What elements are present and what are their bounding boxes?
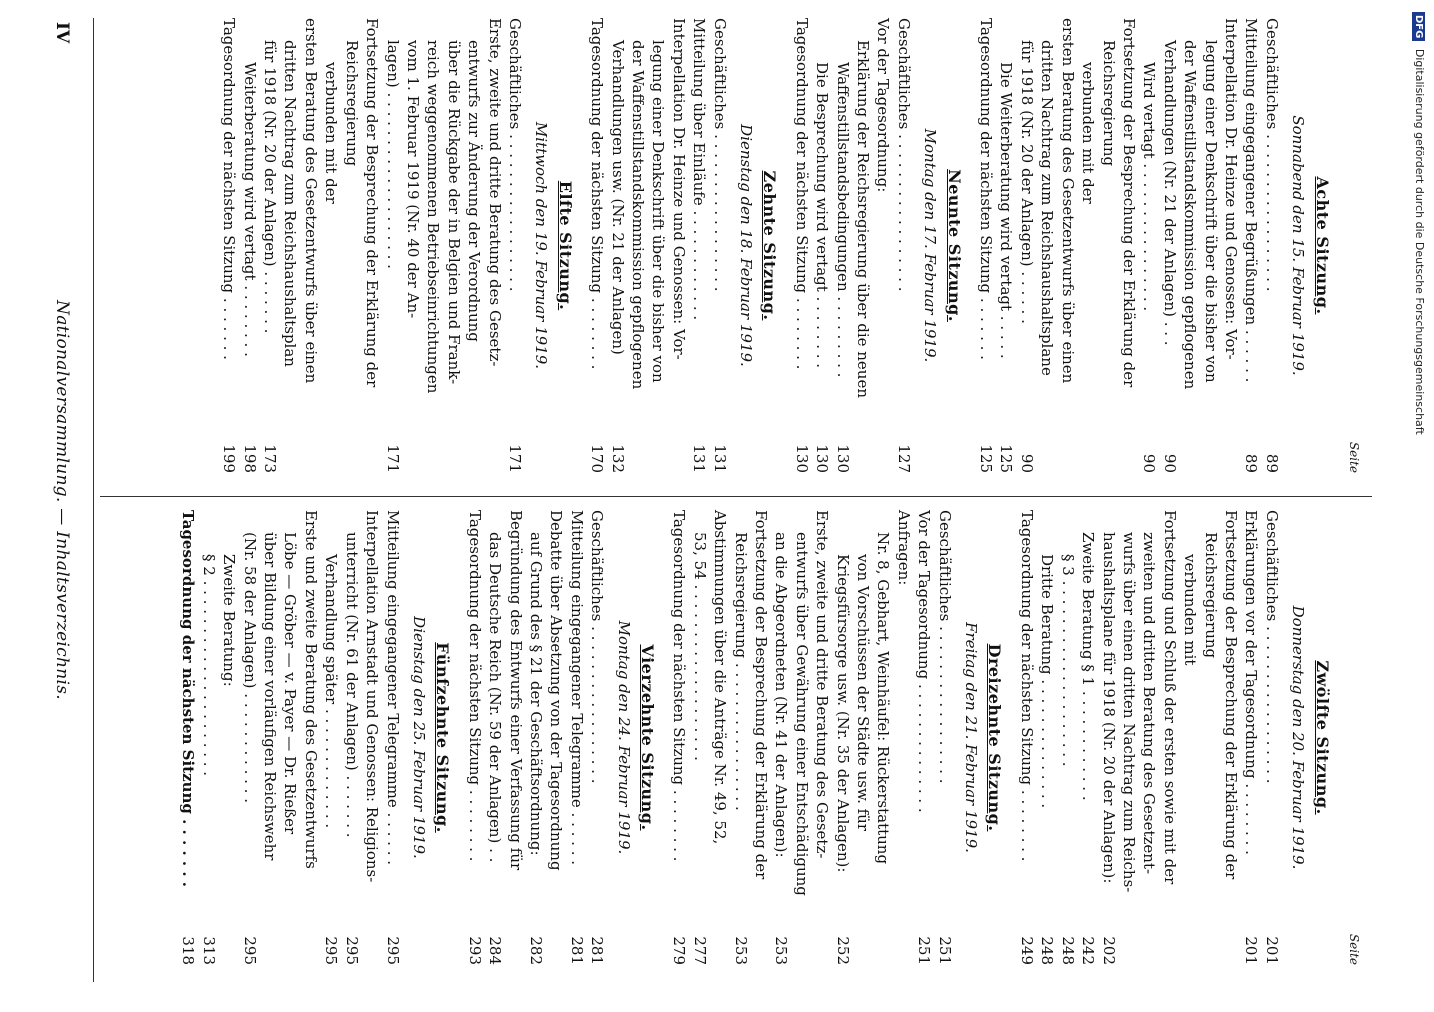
toc-entry-text: reich weggenommenen Betriebseinrichtungen	[424, 40, 443, 394]
toc-entry-page: 171	[505, 444, 524, 473]
toc-entry	[976, 18, 996, 473]
toc-entry	[1078, 510, 1098, 965]
toc-entry	[341, 18, 361, 473]
toc-entry-text: wurfs über einen dritten Nachtrag zum Reichs-	[1119, 532, 1138, 893]
toc-entry-text: vom 1. Februar 1919 (Nr. 40 der An-	[403, 40, 422, 319]
toc-entry-text: Löbe — Gröber — v. Payer — Dr. Rießer	[281, 532, 300, 835]
toc-entry-page: 90	[1160, 453, 1179, 473]
toc-entry	[566, 510, 586, 965]
toc-entry	[321, 18, 341, 473]
toc-entry-text: der Waffenstillstandskommission gepflogenen	[629, 40, 647, 390]
toc-entry-page: 90	[1140, 453, 1159, 473]
toc-entry-page: 131	[710, 444, 729, 473]
toc-entry-page: 170	[588, 444, 607, 473]
toc-entry-text: verbunden mit der	[1079, 62, 1098, 204]
toc-entry	[1119, 510, 1139, 965]
toc-entry-page: 130	[792, 444, 811, 473]
toc-entry-text: Tagesordnung der nächsten Sitzung . . . . . . .	[220, 18, 239, 360]
toc-entry-text: über Bildung einer vorläufigen Reichswehr	[261, 532, 280, 861]
toc-entry	[1037, 18, 1057, 473]
toc-entry	[587, 510, 607, 965]
footer-text: Digitalisierung gefördert durch die Deutsche Forschungsgemeinschaft	[1413, 48, 1426, 435]
toc-entry	[505, 510, 525, 965]
toc-entry	[709, 18, 729, 473]
toc-entry	[1017, 18, 1037, 473]
toc-entry-page: 199	[220, 444, 239, 473]
toc-entry-text: Verhandlungen usw. (Nr. 21 der Anlagen)	[608, 40, 627, 355]
toc-entry	[812, 18, 832, 473]
toc-entry	[1139, 18, 1159, 473]
toc-entry-page: 249	[1017, 936, 1036, 965]
toc-entry-text: über die Rückgabe der in Belgien und Frank-	[444, 40, 463, 385]
toc-entry-page: 242	[1079, 936, 1098, 965]
toc-entry-text: Geschäftliches . . . . . . . . . . . . . . . . .	[1262, 510, 1281, 784]
toc-entry	[1057, 18, 1077, 473]
running-header: Nationalversammlung. — Inhaltsverzeichnis.	[52, 300, 72, 700]
session-date: Sonnabend den 15. Februar 1919.	[1289, 115, 1308, 376]
toc-entry-text: Erklärungen vor der Tagesordnung . . . . . . . .	[1242, 510, 1261, 855]
toc-entry-text: der Waffenstillstandskommission gepflogenen	[1181, 40, 1200, 390]
toc-entry-text: das Deutsche Reich (Nr. 59 der Anlagen) . .	[486, 532, 505, 863]
left-column	[219, 18, 1364, 473]
toc-entry	[260, 510, 280, 965]
toc-entry-text: Tagesordnung der nächsten Sitzung . . . . . . . .	[588, 18, 607, 370]
toc-entry-page: 277	[690, 936, 709, 965]
session-date: Mittwoch den 19. Februar 1919.	[532, 121, 551, 370]
toc-entry-text: Erste und zweite Beratung des Gesetzentwurfs	[301, 510, 320, 869]
toc-entry-page: 132	[608, 444, 627, 473]
toc-entry	[832, 510, 852, 965]
seite-label-right: Seite	[1347, 933, 1361, 965]
toc-entry-text: Waffenstillstandsbedingungen . . . . . . . . .	[833, 62, 852, 378]
session-date: Dienstag den 18. Februar 1919.	[737, 124, 756, 367]
toc-entry	[341, 510, 361, 965]
toc-entry	[362, 510, 382, 965]
session-title: Dreizehnte Sitzung.	[985, 643, 1005, 832]
toc-entry-page: 130	[813, 444, 832, 473]
toc-entry	[1057, 510, 1077, 965]
toc-entry	[934, 510, 954, 965]
toc-entry	[178, 510, 198, 965]
toc-entry	[321, 510, 341, 965]
toc-entry-text: Interpellation Arnstadt und Genossen: Religions-	[363, 510, 382, 883]
toc-entry-text: für 1918 (Nr. 20 der Anlagen) . . . . . .	[1017, 40, 1036, 324]
toc-entry-page: 198	[240, 444, 259, 473]
toc-entry-page: 295	[322, 936, 341, 965]
toc-entry-page: 131	[690, 444, 709, 473]
toc-entry	[505, 18, 525, 473]
toc-entry-text: Die Besprechung wird vertagt . . . . . . . .	[813, 62, 832, 369]
toc-entry-text: Reichsregierung	[342, 40, 361, 167]
toc-entry-text: ersten Beratung des Gesetzentwurfs über einen	[301, 18, 320, 384]
toc-entry-page: 171	[383, 444, 402, 473]
toc-entry-text: Weiterberatung wird vertagt . . . . . . . .	[240, 62, 259, 357]
toc-entry-text: Geschäftliches . . . . . . . . . . . . . . . . .	[710, 18, 729, 292]
toc-entry-page: 282	[526, 936, 545, 965]
toc-entry-text: dritten Nachtrag zum Reichshaushaltsplan	[281, 40, 300, 367]
toc-entry	[893, 510, 913, 965]
toc-entry-text: Fortsetzung und Schluß der ersten sowie mit der	[1160, 510, 1179, 885]
toc-entry	[1078, 18, 1098, 473]
toc-entry-text: dritten Nachtrag zum Reichshaushaltsplane	[1038, 40, 1057, 376]
toc-entry	[239, 18, 259, 473]
toc-entry	[1241, 510, 1261, 965]
toc-entry	[423, 18, 443, 473]
toc-entry-page: 130	[833, 444, 852, 473]
toc-entry	[1098, 510, 1118, 965]
page-number: IV	[52, 22, 72, 44]
toc-entry	[710, 510, 730, 965]
toc-entry-text: für 1918 (Nr. 20 der Anlagen) . . . . . . .	[261, 40, 280, 334]
toc-entry-page: 248	[1058, 936, 1077, 965]
toc-entry-page: 127	[894, 444, 913, 473]
header-rule	[93, 18, 94, 982]
toc-entry	[403, 18, 423, 473]
toc-entry	[280, 18, 300, 473]
toc-entry	[873, 510, 893, 965]
session-title: Zwölfte Sitzung.	[1312, 660, 1332, 815]
toc-entry-text: Tagesordnung der nächsten Sitzung . . . . . . .	[179, 510, 198, 887]
toc-entry-page: 253	[772, 936, 791, 965]
toc-entry-text: Die Weiterberatung wird vertagt . . . . .	[997, 62, 1016, 359]
toc-entry	[751, 510, 771, 965]
toc-entry	[219, 18, 239, 473]
toc-entry-page: 125	[997, 444, 1016, 473]
toc-entry	[607, 18, 627, 473]
toc-entry-text: Mitteilung eingegangener Begrüßungen . . . . . .	[1242, 18, 1261, 383]
toc-entry-text: Wird vertagt . . . . . . . . . . . . . . . .	[1140, 62, 1159, 312]
toc-entry-page: 89	[1262, 453, 1281, 473]
toc-entry-text: Tagesordnung der nächsten Sitzung . . . . . . . .	[670, 510, 689, 862]
toc-entry	[1261, 18, 1281, 473]
toc-entry-text: Vor der Tagesordnung . . . . . . . . . . . . . .	[915, 510, 934, 813]
right-sections	[178, 510, 1332, 965]
toc-entry	[771, 510, 791, 965]
toc-entry-page: 201	[1262, 936, 1281, 965]
session-date: Dienstag den 25. Februar 1919.	[409, 616, 428, 859]
toc-entry-page: 281	[588, 936, 607, 965]
toc-entry	[1241, 18, 1261, 473]
toc-entry	[526, 510, 546, 965]
toc-entry-page: 248	[1038, 936, 1057, 965]
toc-entry-text: an die Abgeordneten (Nr. 41 der Anlagen):	[772, 532, 791, 858]
toc-entry-text: Fortsetzung der Besprechung der Erklärung der	[1221, 510, 1240, 880]
toc-entry-text: Verhandlung später . . . . . . . . . . . . .	[322, 554, 341, 829]
right-column	[178, 510, 1364, 965]
toc-entry-text: Mitteilung eingegangener Telegramme . . . . . .	[567, 510, 586, 865]
toc-entry-page: 125	[977, 444, 996, 473]
toc-entry	[464, 18, 484, 473]
toc-entry-text: Tagesordnung der nächsten Sitzung . . . . . . .	[977, 18, 996, 360]
toc-entry-text: entwurfs zur Änderung der Verordnung	[465, 40, 484, 342]
toc-entry-text: Tagesordnung der nächsten Sitzung . . . . . . . .	[1017, 510, 1036, 862]
toc-entry-text: Interpellation Dr. Heinze und Genossen: Vor-	[669, 18, 688, 360]
toc-entry	[382, 18, 402, 473]
toc-entry-text: Vor der Tagesordnung:	[874, 18, 893, 193]
toc-entry-page: 293	[465, 936, 484, 965]
toc-entry-text: legung einer Denkschrift über die bisher von	[649, 40, 668, 383]
toc-entry-text: auf Grund des § 21 der Geschäftsordnung:	[526, 532, 545, 856]
toc-entry	[546, 510, 566, 965]
toc-entry-text: unterricht (Nr. 61 der Anlagen) . . . . . . .	[342, 532, 361, 838]
toc-entry	[996, 18, 1016, 473]
toc-entry-text: Abstimmungen über die Anträge Nr. 49, 52,	[711, 510, 730, 845]
toc-entry	[1180, 18, 1200, 473]
toc-entry-text: haushaltsplane für 1918 (Nr. 20 der Anlagen):	[1099, 532, 1118, 884]
toc-entry	[484, 18, 504, 473]
toc-entry-text: Tagesordnung der nächsten Sitzung . . . . . . . .	[465, 510, 484, 862]
toc-entry-text: Mitteilung über Einläufe . . . . . . . . . . . .	[690, 18, 709, 321]
toc-entry	[239, 510, 259, 965]
toc-entry	[219, 510, 239, 965]
dfg-logo: DFG	[1412, 12, 1425, 41]
toc-entry-text: Fortsetzung der Besprechung der Erklärung der	[363, 18, 382, 388]
toc-entry	[873, 18, 893, 473]
toc-entry-text: Geschäftliches . . . . . . . . . . . . . . . . .	[1262, 18, 1281, 292]
toc-entry	[1180, 510, 1200, 965]
toc-entry-text: verbunden mit der	[322, 62, 341, 204]
toc-entry	[587, 18, 607, 473]
toc-entry-page: 284	[486, 936, 505, 965]
toc-entry	[689, 510, 709, 965]
toc-entry-page: 295	[240, 936, 259, 965]
toc-entry	[893, 18, 913, 473]
toc-entry	[1159, 18, 1179, 473]
toc-entry-text: Nr. 8, Gebhart, Weinhäufel: Rückerstattung	[874, 532, 893, 865]
session-date: Freitag den 21. Februar 1919.	[962, 622, 981, 853]
toc-entry	[443, 18, 463, 473]
toc-entry-text: Reichsregierung	[1201, 532, 1220, 659]
toc-entry-page: 313	[199, 936, 218, 965]
session-date: Montag den 17. Februar 1919.	[921, 128, 940, 363]
toc-entry	[1221, 18, 1241, 473]
toc-entry-text: Begründung des Entwurfs einer Verfassung für	[506, 510, 525, 871]
toc-entry	[628, 18, 648, 473]
toc-entry-page: 252	[833, 936, 852, 965]
toc-entry	[1159, 510, 1179, 965]
toc-entry-text: 53, 54 . . . . . . . . . . . . . . . . . . .	[690, 532, 709, 761]
toc-entry	[1098, 18, 1118, 473]
toc-entry-page: 295	[383, 936, 402, 965]
toc-entry-page: 253	[731, 936, 750, 965]
toc-entry	[382, 510, 402, 965]
toc-entry	[301, 18, 321, 473]
toc-entry	[362, 18, 382, 473]
toc-entry-text: Erste, zweite und dritte Beratung des Gesetz-	[813, 510, 832, 859]
toc-entry-page: 202	[1099, 936, 1118, 965]
toc-entry	[812, 510, 832, 965]
session-date: Montag den 24. Februar 1919.	[614, 620, 633, 855]
left-sections	[219, 18, 1332, 473]
toc-entry	[1261, 510, 1281, 965]
toc-entry	[853, 18, 873, 473]
toc-entry-text: Dritte Beratung . . . . . . . . . . . . . .	[1038, 554, 1057, 809]
toc-entry-text: Erklärung der Reichsregierung über die neuen	[854, 40, 873, 399]
session-title: Neunte Sitzung.	[944, 169, 964, 322]
toc-entry-text: entwurfs über Gewährung einer Entschädigung	[792, 532, 811, 896]
toc-entry-page: 318	[179, 936, 198, 965]
toc-entry	[198, 510, 218, 965]
toc-entry-page: 281	[567, 936, 586, 965]
toc-entry-text: Anfragen:	[894, 510, 913, 586]
toc-entry	[1139, 510, 1159, 965]
session-title: Zehnte Sitzung.	[760, 170, 780, 321]
toc-entry-text: ersten Beratung des Gesetzentwurfs über einen	[1058, 18, 1077, 384]
toc-entry-text: (Nr. 58 der Anlagen) . . . . . . . . . . . .	[240, 532, 259, 803]
session-title: Achte Sitzung.	[1312, 176, 1332, 315]
session-title: Vierzehnte Sitzung.	[638, 644, 657, 831]
toc-entry-text: § 3 . . . . . . . . . . . . . . . . . . . .	[1058, 554, 1077, 767]
toc-entry-text: Geschäftliches . . . . . . . . . . . . . . . . .	[588, 510, 607, 784]
toc-entry-text: § 2 . . . . . . . . . . . . . . . . . . . . .	[199, 554, 218, 777]
toc-entry	[485, 510, 505, 965]
toc-entry-text: legung einer Denkschrift über die bisher von	[1201, 40, 1220, 383]
toc-entry	[791, 18, 811, 473]
toc-entry	[464, 510, 484, 965]
toc-entry	[689, 18, 709, 473]
footer	[1412, 0, 1426, 1012]
toc-entry-text: Erste, zweite und dritte Beratung des Gesetz-	[485, 18, 504, 367]
toc-entry-page: 251	[915, 936, 934, 965]
toc-entry	[301, 510, 321, 965]
toc-entry-text: Geschäftliches . . . . . . . . . . . . . . . . .	[505, 18, 524, 292]
toc-entry	[1037, 510, 1057, 965]
toc-entry-text: lagen) . . . . . . . . . . . . . . . . . . .	[383, 40, 402, 269]
toc-entry-text: verbunden mit	[1181, 554, 1200, 666]
toc-entry	[1221, 510, 1241, 965]
toc-entry-text: Geschäftliches . . . . . . . . . . . . . . . . .	[894, 18, 913, 292]
toc-entry-text: Kriegsfürsorge usw. (Nr. 35 der Anlagen):	[833, 554, 852, 873]
toc-entry-page: 90	[1017, 453, 1036, 473]
toc-entry-page: 89	[1242, 453, 1261, 473]
toc-entry-text: Fortsetzung der Besprechung der Erklärung der	[752, 510, 771, 880]
toc-entry	[791, 510, 811, 965]
seite-label-left: Seite	[1347, 441, 1361, 473]
toc-entry-text: Verhandlungen (Nr. 21 der Anlagen) . . .	[1160, 40, 1179, 346]
toc-entry-text: Zweite Beratung § 1 . . . . . . . . . . . .	[1079, 532, 1098, 801]
toc-entry	[1119, 18, 1139, 473]
column-divider	[100, 496, 1372, 497]
toc-entry-text: von Vorschüssen der Städte usw. für	[854, 554, 873, 831]
toc-entry-page: 173	[261, 444, 280, 473]
toc-entry-page: 279	[670, 936, 689, 965]
toc-entry-text: zweiten und dritten Beratung des Gesetzent-	[1140, 532, 1159, 875]
toc-entry-text: Interpellation Dr. Heinze und Genossen: Vor-	[1221, 18, 1240, 360]
toc-entry-text: Reichsregierung . . . . . . . . . . . . . . . .	[731, 532, 750, 811]
toc-entry	[280, 510, 300, 965]
toc-entry	[730, 510, 750, 965]
toc-entry	[832, 18, 852, 473]
toc-entry-text: Debatte über Absetzung von der Tagesordnung	[547, 510, 566, 871]
toc-entry-page: 295	[342, 936, 361, 965]
toc-entry-text: Fortsetzung der Besprechung der Erklärung der	[1119, 18, 1138, 388]
toc-entry-text: Tagesordnung der nächsten Sitzung . . . . . . . .	[792, 18, 811, 370]
toc-entry	[1200, 18, 1220, 473]
toc-entry	[914, 510, 934, 965]
toc-entry-text: Mitteilung eingegangener Telegramme . . . . . .	[383, 510, 402, 865]
toc-entry	[1200, 510, 1220, 965]
session-date: Donnerstag den 20. Februar 1919.	[1289, 605, 1308, 870]
toc-entry	[668, 18, 688, 473]
toc-entry-text: Reichsregierung	[1099, 40, 1118, 167]
toc-entry	[648, 18, 668, 473]
toc-entry	[853, 510, 873, 965]
toc-entry	[260, 18, 280, 473]
toc-entry-page: 201	[1242, 936, 1261, 965]
session-title: Elfte Sitzung.	[555, 180, 575, 311]
toc-entry-text: Geschäftliches . . . . . . . . . . . . . . . . .	[935, 510, 954, 784]
toc-entry-page: 251	[935, 936, 954, 965]
toc-entry	[669, 510, 689, 965]
toc-entry	[1017, 510, 1037, 965]
session-title: Fünfzehnte Sitzung.	[433, 642, 453, 833]
toc-entry-text: Zweite Beratung:	[220, 554, 239, 687]
